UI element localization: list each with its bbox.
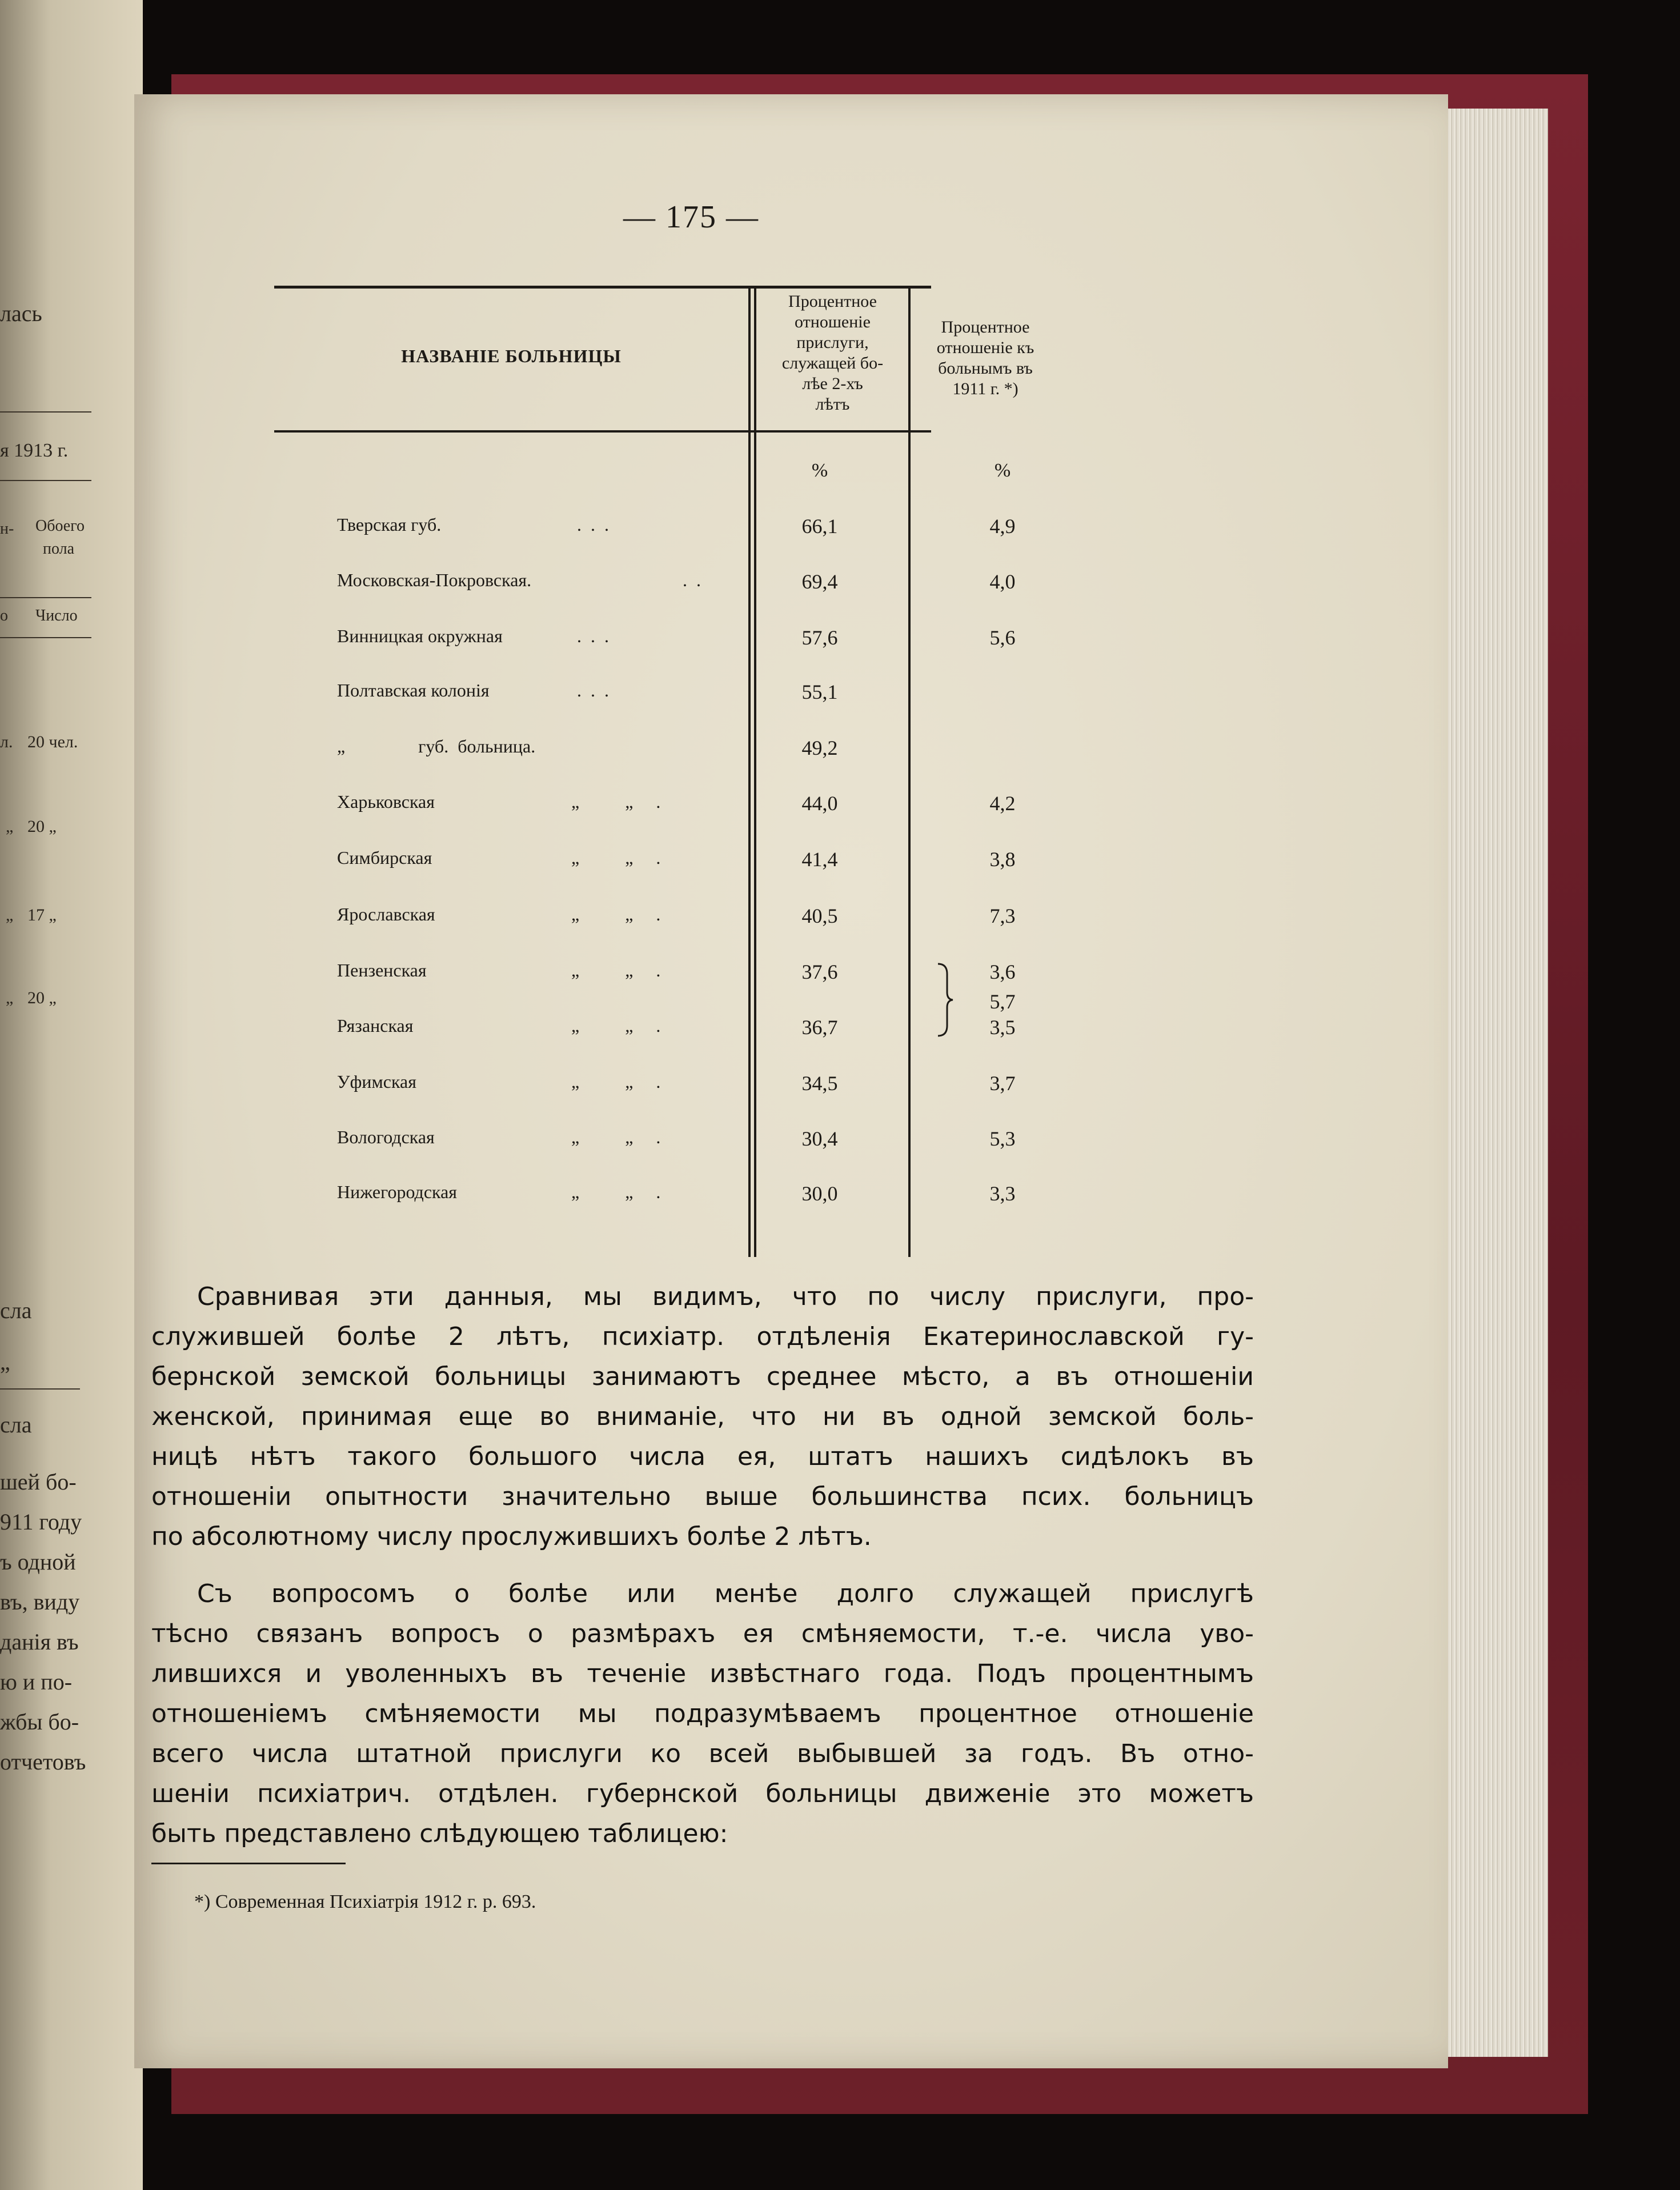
left-fragment: „ <box>6 906 14 924</box>
text-line: шеніи психіатрич. отдѣлен. губернской больницы движеніе это можетъ <box>151 1779 1254 1808</box>
text-line: бернской земской больницы занимаютъ среднее мѣсто, а въ отношеніи <box>151 1362 1254 1391</box>
text-line: быть представлено слѣдующею таблицею: <box>151 1819 728 1848</box>
table-top-rule <box>274 286 931 289</box>
ditto-marks: „ „ . <box>571 1127 661 1147</box>
header-line: 1911 г. *) <box>952 379 1019 398</box>
left-fragment: жбы бо- <box>0 1709 79 1735</box>
bracket-value: 5,7 <box>989 990 1016 1013</box>
unit-percent-col2: % <box>994 460 1011 481</box>
header-line: Процентное <box>788 292 877 311</box>
footnote-rule <box>151 1863 346 1864</box>
text-line: Съ вопросомъ о болѣе или менѣе долго служащей прислугѣ <box>197 1579 1254 1608</box>
table-row <box>274 514 1154 548</box>
value-ratio: 3,7 <box>989 1072 1016 1095</box>
leader-dots: . . <box>683 570 703 590</box>
table-row <box>274 736 1154 770</box>
ditto-marks: „ „ . <box>571 1015 661 1036</box>
unit-percent-col1: % <box>811 460 828 481</box>
paragraph-comparison <box>151 1277 1254 1557</box>
text-line: служившей болѣе 2 лѣтъ, психіатр. отдѣленія Екатеринославской гу- <box>151 1322 1254 1351</box>
hospital-name: Вологодская <box>337 1127 435 1147</box>
left-fragment: „ <box>6 817 14 836</box>
table-row <box>274 680 1154 714</box>
table-row <box>274 904 1154 938</box>
value-long-service: 66,1 <box>801 515 838 538</box>
left-rule <box>0 637 91 638</box>
hospital-name: Симбирская <box>337 847 432 868</box>
value-long-service: 57,6 <box>801 626 838 649</box>
left-fragment: л. <box>0 732 13 751</box>
left-fragment: въ, виду <box>0 1589 80 1615</box>
leader-dots: . . . <box>577 626 611 646</box>
ditto-marks: „ „ . <box>571 791 661 812</box>
left-fragment: 20 „ <box>27 817 57 836</box>
text-line: женской, принимая еще во вниманіе, что ни въ одной земской боль- <box>151 1402 1254 1431</box>
value-long-service: 41,4 <box>801 848 838 871</box>
table-row <box>274 1182 1154 1216</box>
ditto-marks: „ „ . <box>571 1071 661 1092</box>
table-row <box>274 847 1154 882</box>
value-long-service: 30,0 <box>801 1182 838 1205</box>
value-ratio: 4,2 <box>989 792 1016 815</box>
left-fragment: отчетовъ <box>0 1749 86 1775</box>
left-rule <box>0 597 91 598</box>
text-line: по абсолютному числу прослужившихъ болѣе 2 лѣтъ. <box>151 1522 872 1551</box>
value-long-service: 30,4 <box>801 1127 838 1150</box>
hospital-name: Нижегородская <box>337 1182 457 1202</box>
value-long-service: 69,4 <box>801 570 838 593</box>
hospital-name: Винницкая окружная <box>337 626 503 646</box>
header-col-long-service <box>760 291 905 415</box>
left-fragment: „ <box>6 988 14 1007</box>
left-fragment: лась <box>0 301 42 326</box>
table-row <box>274 791 1154 826</box>
leader-dots: . . . <box>577 514 611 535</box>
left-fragment: „ <box>0 1349 10 1375</box>
page-number: — 175 — <box>623 199 759 235</box>
table-column-divider <box>908 286 911 1257</box>
left-fragment: ъ одной <box>0 1549 76 1575</box>
header-line: Процентное <box>941 318 1030 337</box>
left-fragment: 911 году <box>0 1509 82 1535</box>
left-fragment: шей бо- <box>0 1469 77 1495</box>
value-long-service: 49,2 <box>801 736 838 759</box>
value-ratio: 3,3 <box>989 1182 1016 1205</box>
hospital-name: Московская-Покровская. <box>337 570 532 590</box>
header-col-ratio-patients <box>914 317 1057 399</box>
hospital-name: Тверская губ. <box>337 514 442 535</box>
value-long-service: 55,1 <box>801 680 838 703</box>
text-line: отношеніемъ смѣняемости мы подразумѣваемъ процентное отношеніе <box>151 1699 1254 1728</box>
value-long-service: 36,7 <box>801 1016 838 1039</box>
header-line: отношеніе <box>795 313 871 331</box>
left-fragment: 20 „ <box>27 988 57 1007</box>
value-long-service: 44,0 <box>801 792 838 815</box>
paragraph-turnover <box>151 1574 1254 1854</box>
value-ratio: 4,9 <box>989 515 1016 538</box>
left-fragment: пола <box>43 540 75 558</box>
left-fragment: Число <box>35 607 78 624</box>
left-fragment: 17 „ <box>27 906 57 924</box>
hospital-name: Уфимская <box>337 1071 416 1092</box>
table-column-divider <box>754 286 756 1257</box>
header-line: служащей бо- <box>781 354 884 373</box>
value-long-service: 40,5 <box>801 904 838 927</box>
header-line: отношеніе къ <box>936 338 1035 357</box>
header-line: больнымъ въ <box>938 359 1033 378</box>
hospital-name: Ярославская <box>337 904 435 924</box>
left-fragment: данія въ <box>0 1629 79 1655</box>
table-row <box>274 626 1154 660</box>
table-row <box>274 1015 1154 1050</box>
hospital-name: Харьковская <box>337 791 435 812</box>
left-fragment: сла <box>0 1298 32 1323</box>
left-fragment: н- <box>0 520 14 538</box>
table-header-rule <box>274 430 931 433</box>
hospital-name: Пензенская <box>337 960 427 980</box>
value-ratio: 3,8 <box>989 848 1016 871</box>
left-rule <box>0 1388 80 1390</box>
table-row <box>274 1071 1154 1106</box>
right-brace-icon <box>937 963 954 1037</box>
ditto-marks: „ „ . <box>571 904 661 924</box>
table-row <box>274 1127 1154 1161</box>
text-line: Сравнивая эти данныя, мы видимъ, что по числу прислуги, про- <box>197 1282 1254 1311</box>
table-column-divider <box>748 286 751 1257</box>
left-page <box>0 0 143 2190</box>
left-fragment: Обоего <box>35 517 85 535</box>
table-row <box>274 960 1154 994</box>
text-line: ницѣ нѣтъ такого большого числа ея, штатъ нашихъ сидѣлокъ въ <box>151 1442 1254 1471</box>
left-fragment: сла <box>0 1412 32 1438</box>
value-ratio: 7,3 <box>989 904 1016 927</box>
hospital-name: Рязанская <box>337 1015 414 1036</box>
hospital-name: „ губ. больница. <box>337 736 536 756</box>
left-fragment: я 1913 г. <box>0 440 69 461</box>
header-line: прислуги, <box>796 333 869 352</box>
value-ratio: 3,5 <box>989 1016 1016 1039</box>
header-hospital-name: НАЗВАНІЕ БОЛЬНИЦЫ <box>401 346 622 366</box>
value-long-service: 34,5 <box>801 1072 838 1095</box>
left-fragment: 20 чел. <box>27 732 78 751</box>
value-ratio: 4,0 <box>989 570 1016 593</box>
header-line: лѣтъ <box>815 395 850 414</box>
ditto-marks: „ „ . <box>571 960 661 980</box>
left-fragment: о <box>0 607 8 624</box>
table-row <box>274 570 1154 604</box>
value-ratio: 3,6 <box>989 960 1016 983</box>
left-fragment: ю и по- <box>0 1669 73 1695</box>
value-ratio: 5,6 <box>989 626 1016 649</box>
ditto-marks: „ „ . <box>571 847 661 868</box>
leader-dots: . . . <box>577 680 611 700</box>
ditto-marks: „ „ . <box>571 1182 661 1202</box>
hospital-name: Полтавская колонія <box>337 680 490 700</box>
left-rule <box>0 480 91 481</box>
left-rule <box>0 411 91 413</box>
value-long-service: 37,6 <box>801 960 838 983</box>
text-line: отношеніи опытности значительно выше большинства псих. больницъ <box>151 1482 1254 1511</box>
header-line: лѣе 2-хъ <box>802 374 863 393</box>
footnote: *) Современная Психіатрія 1912 г. р. 693. <box>194 1891 536 1912</box>
text-line: лившихся и уволенныхъ въ теченіе извѣстнаго года. Подъ процентнымъ <box>151 1659 1254 1688</box>
hospital-table <box>274 286 1154 1257</box>
text-line: тѣсно связанъ вопросъ о размѣрахъ ея смѣняемости, т.-е. числа уво- <box>151 1619 1254 1648</box>
value-ratio: 5,3 <box>989 1127 1016 1150</box>
text-line: всего числа штатной прислуги ко всей выбывшей за годъ. Въ отно- <box>151 1739 1254 1768</box>
